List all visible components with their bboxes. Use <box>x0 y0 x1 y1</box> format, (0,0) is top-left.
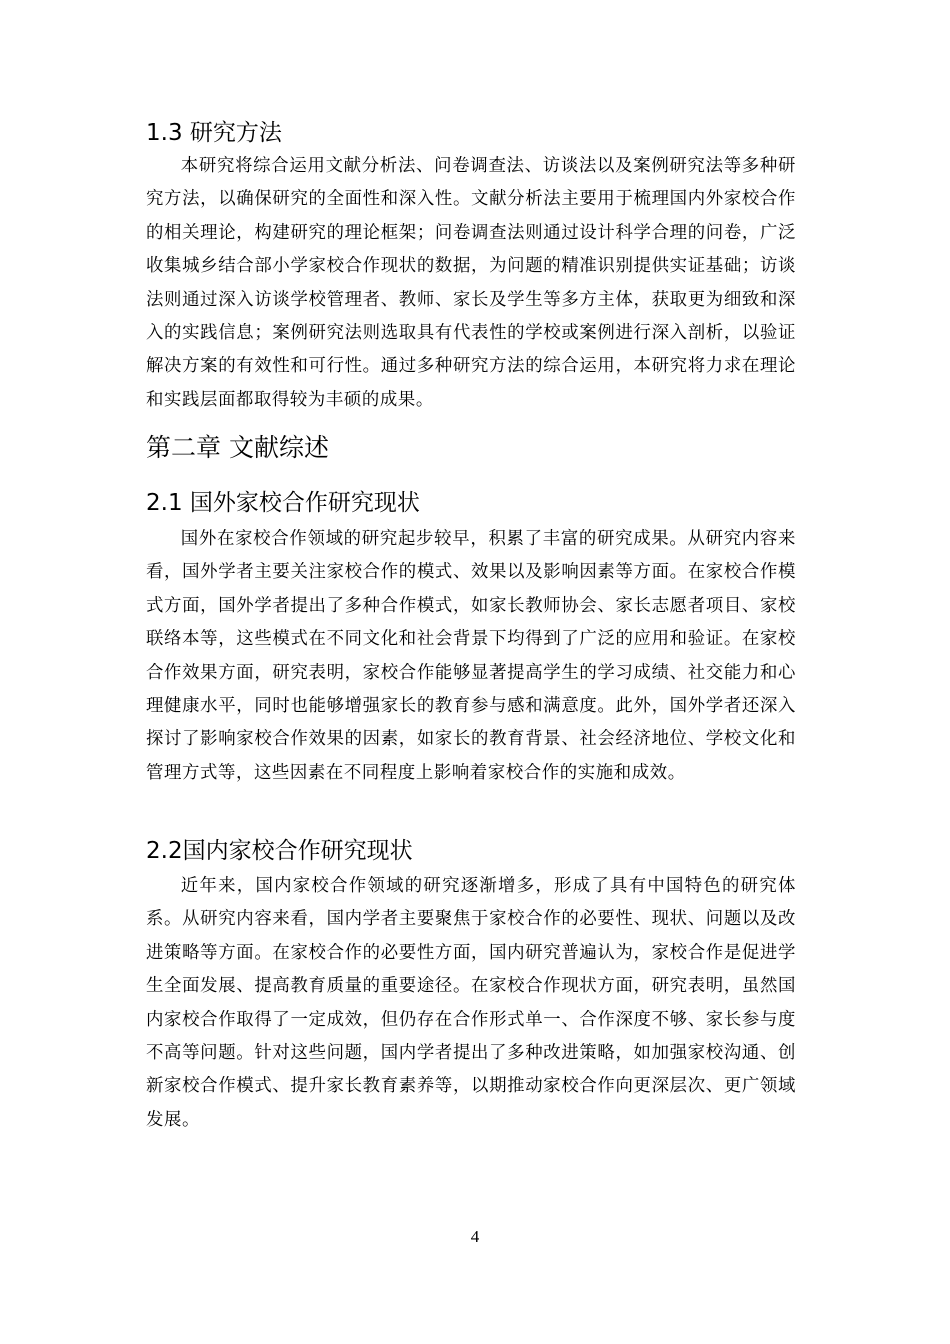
page-number: 4 <box>470 1227 480 1246</box>
section-heading-1-3: 1.3 研究方法 <box>146 120 282 146</box>
chapter-heading-2: 第二章 文献综述 <box>146 433 329 462</box>
section-heading-2-2: 2.2国内家校合作研究现状 <box>146 838 413 864</box>
section-heading-2-1: 2.1 国外家校合作研究现状 <box>146 490 420 516</box>
section-body-2-2: 近年来，国内家校合作领域的研究逐渐增多，形成了具有中国特色的研究体系。从研究内容来看，国内学者主要聚焦于家校合作的必要性、现状、问题以及改进策略等方面。在家校合作的必要性方面，国内研究普遍认为，家校合作是促进学生全面发展、提高教育质量的重要途径。在家校合作现状方面，研究表明，虽然国内家校合作取得了一定成效，但仍存在合作形式单一、合作深度不够、家长参与度不高等问题。针对这些问题，国内学者提出了多种改进策略，如加强家校沟通、创新家校合作模式、提升家长教育素养等，以期推动家校合作向更深层次、更广领域发展。 <box>146 876 796 1130</box>
section-body-2-1: 国外在家校合作领域的研究起步较早，积累了丰富的研究成果。从研究内容来看，国外学者主要关注家校合作的模式、效果以及影响因素等方面。在家校合作模式方面，国外学者提出了多种合作模式，如家长教师协会、家长志愿者项目、家校联络本等，这些模式在不同文化和社会背景下均得到了广泛的应用和验证。在家校合作效果方面，研究表明，家校合作能够显著提高学生的学习成绩、社交能力和心理健康水平，同时也能够增强家长的教育参与感和满意度。此外，国外学者还深入探讨了影响家校合作效果的因素，如家长的教育背景、社会经济地位、学校文化和管理方式等，这些因素在不同程度上影响着家校合作的实施和成效。 <box>146 529 796 783</box>
section-body-1-3: 本研究将综合运用文献分析法、问卷调查法、访谈法以及案例研究法等多种研究方法，以确保研究的全面性和深入性。文献分析法主要用于梳理国内外家校合作的相关理论，构建研究的理论框架；问卷调查法则通过设计科学合理的问卷，广泛收集城乡结合部小学家校合作现状的数据，为问题的精准识别提供实证基础；访谈法则通过深入访谈学校管理者、教师、家长及学生等多方主体，获取更为细致和深入的实践信息；案例研究法则选取具有代表性的学校或案例进行深入剖析，以验证解决方案的有效性和可行性。通过多种研究方法的综合运用，本研究将力求在理论和实践层面都取得较为丰硕的成果。 <box>146 156 796 410</box>
